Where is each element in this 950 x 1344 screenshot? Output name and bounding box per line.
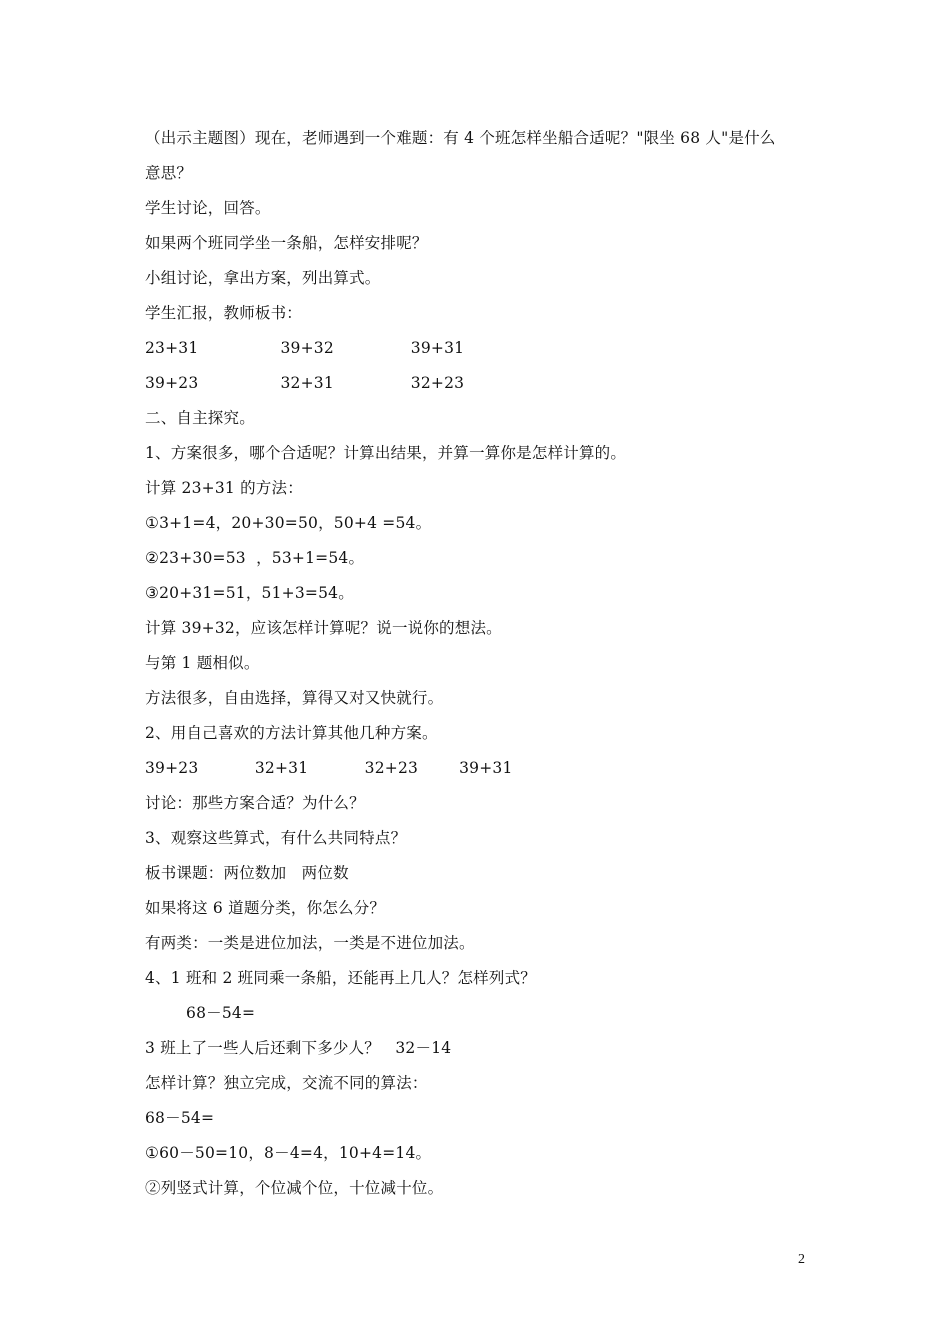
page-number: 2: [798, 1252, 805, 1267]
text-line: 计算 39+32，应该怎样计算呢？说一说你的想法。: [145, 619, 502, 637]
text-line: （出示主题图）现在，老师遇到一个难题：有 4 个班怎样坐船合适呢？"限坐 68 人"是什么: [145, 129, 776, 147]
text-line: 3 班上了一些人后还剩下多少人？ 32－14: [145, 1039, 452, 1057]
equation-row: 68－54=: [145, 1109, 215, 1127]
text-line: 小组讨论，拿出方案，列出算式。: [145, 269, 381, 287]
text-line: 有两类：一类是进位加法，一类是不进位加法。: [145, 934, 475, 952]
text-line: 计算 23+31 的方法：: [145, 479, 303, 497]
text-line: 意思？: [145, 164, 193, 182]
text-line: 板书课题：两位数加 两位数: [145, 864, 349, 882]
equation-row: 39+23 32+31 32+23 39+31: [145, 759, 513, 777]
method-item: ①60－50=10，8－4=4，10+4=14。: [145, 1144, 432, 1162]
text-line: 学生讨论，回答。: [145, 199, 271, 217]
method-item: ③20+31=51，51+3=54。: [145, 584, 354, 602]
text-line: 讨论：那些方案合适？为什么？: [145, 794, 365, 812]
text-line: 方法很多，自由选择，算得又对又快就行。: [145, 689, 444, 707]
text-line: 4、1 班和 2 班同乘一条船，还能再上几人？怎样列式？: [145, 969, 536, 987]
text-line: 与第 1 题相似。: [145, 654, 260, 672]
method-item: ①3+1=4，20+30=50，50+4 =54。: [145, 514, 432, 532]
equation-row: 23+31 39+32 39+31: [145, 339, 465, 357]
method-item: ②列竖式计算，个位减个位，十位减十位。: [145, 1179, 444, 1197]
text-line: 学生汇报，教师板书：: [145, 304, 303, 322]
text-line: 2、用自己喜欢的方法计算其他几种方案。: [145, 724, 438, 742]
section-heading: 二、自主探究。: [145, 409, 255, 427]
equation-row: 68－54=: [145, 1004, 256, 1022]
text-line: 如果两个班同学坐一条船，怎样安排呢？: [145, 234, 428, 252]
text-line: 如果将这 6 道题分类，你怎么分？: [145, 899, 386, 917]
equation-row: 39+23 32+31 32+23: [145, 374, 465, 392]
text-line: 3、观察这些算式，有什么共同特点？: [145, 829, 407, 847]
text-line: 1、方案很多，哪个合适呢？计算出结果，并算一算你是怎样计算的。: [145, 444, 627, 462]
method-item: ②23+30=53 ，53+1=54。: [145, 549, 365, 567]
text-line: 怎样计算？独立完成，交流不同的算法：: [145, 1074, 428, 1092]
